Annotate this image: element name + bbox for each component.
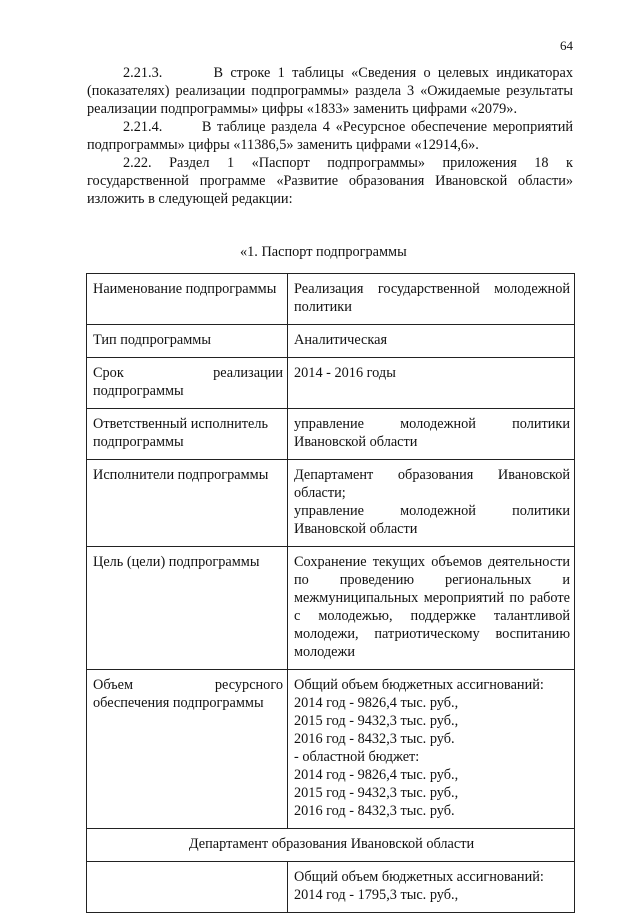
table-row	[87, 274, 575, 325]
table-row	[87, 409, 575, 460]
paragraph-2-22: 2.22. Раздел 1 «Паспорт подпрограммы» приложения 18 к государственной программе «Развитие образования Ивановской области» изложить в следующей редакции:	[87, 155, 573, 207]
department-funding-line: Общий объем бюджетных ассигнований:	[294, 869, 544, 885]
table-row	[87, 325, 575, 358]
funding-line: - областной бюджет:	[294, 749, 420, 765]
paragraph-2-21-3: 2.21.3. В строке 1 таблицы «Сведения о целевых индикаторах (показателях) реализации подпрограммы» раздела 3 «Ожидаемые результаты реализации подпрограммы» цифры «1833» заменить цифрами «2079».	[87, 65, 573, 117]
table-row	[87, 829, 575, 862]
funding-line: 2014 год - 9826,4 тыс. руб.,	[294, 695, 459, 711]
table-row	[87, 358, 575, 409]
funding-line: 2014 год - 9826,4 тыс. руб.,	[294, 767, 459, 783]
table-row	[87, 670, 575, 829]
type-value: Аналитическая	[288, 325, 575, 358]
type-label: Тип подпрограммы	[87, 325, 288, 358]
department-funding-line: 2014 год - 1795,3 тыс. руб.,	[294, 887, 459, 903]
table-row	[87, 460, 575, 547]
department-header: Департамент образования Ивановской области	[87, 829, 575, 862]
funding-value	[288, 670, 575, 829]
page-number: 64	[560, 38, 573, 53]
funding-line: 2016 год - 8432,3 тыс. руб.	[294, 803, 455, 819]
executors-value-line: управление молодежной политики Ивановской области	[294, 503, 570, 537]
table-caption: «1. Паспорт подпрограммы	[240, 244, 407, 260]
goal-label: Цель (цели) подпрограммы	[87, 547, 288, 670]
funding-line: 2015 год - 9432,3 тыс. руб.,	[294, 785, 459, 801]
body-text	[87, 64, 573, 208]
executors-label: Исполнители подпрограммы	[87, 460, 288, 547]
funding-label: Объем ресурсного обеспечения подпрограммы	[87, 670, 288, 829]
name-value: Реализация государственной молодежной политики	[288, 274, 575, 325]
responsible-label: Ответственный исполнитель подпрограммы	[87, 409, 288, 460]
paragraph-2-21-4: 2.21.4. В таблице раздела 4 «Ресурсное обеспечение мероприятий подпрограммы» цифры «11386,5» заменить цифрами «12914,6».	[87, 119, 573, 153]
term-value: 2014 - 2016 годы	[288, 358, 575, 409]
executors-value-line: Департамент образования Ивановской области;	[294, 467, 570, 501]
name-label: Наименование подпрограммы	[87, 274, 288, 325]
table-row	[87, 547, 575, 670]
funding-line: 2015 год - 9432,3 тыс. руб.,	[294, 713, 459, 729]
funding-line: 2016 год - 8432,3 тыс. руб.	[294, 731, 455, 747]
goal-value: Сохранение текущих объемов деятельности по проведению региональных и межмуниципальных мероприятий по работе с молодежью, поддержке талантливой молодежи, патриотическому воспитанию молодежи	[288, 547, 575, 670]
funding-line: Общий объем бюджетных ассигнований:	[294, 677, 544, 693]
term-label: Срок реализации подпрограммы	[87, 358, 288, 409]
subprogram-passport-table	[86, 273, 575, 913]
responsible-value: управление молодежной политики Ивановской области	[288, 409, 575, 460]
executors-value	[288, 460, 575, 547]
